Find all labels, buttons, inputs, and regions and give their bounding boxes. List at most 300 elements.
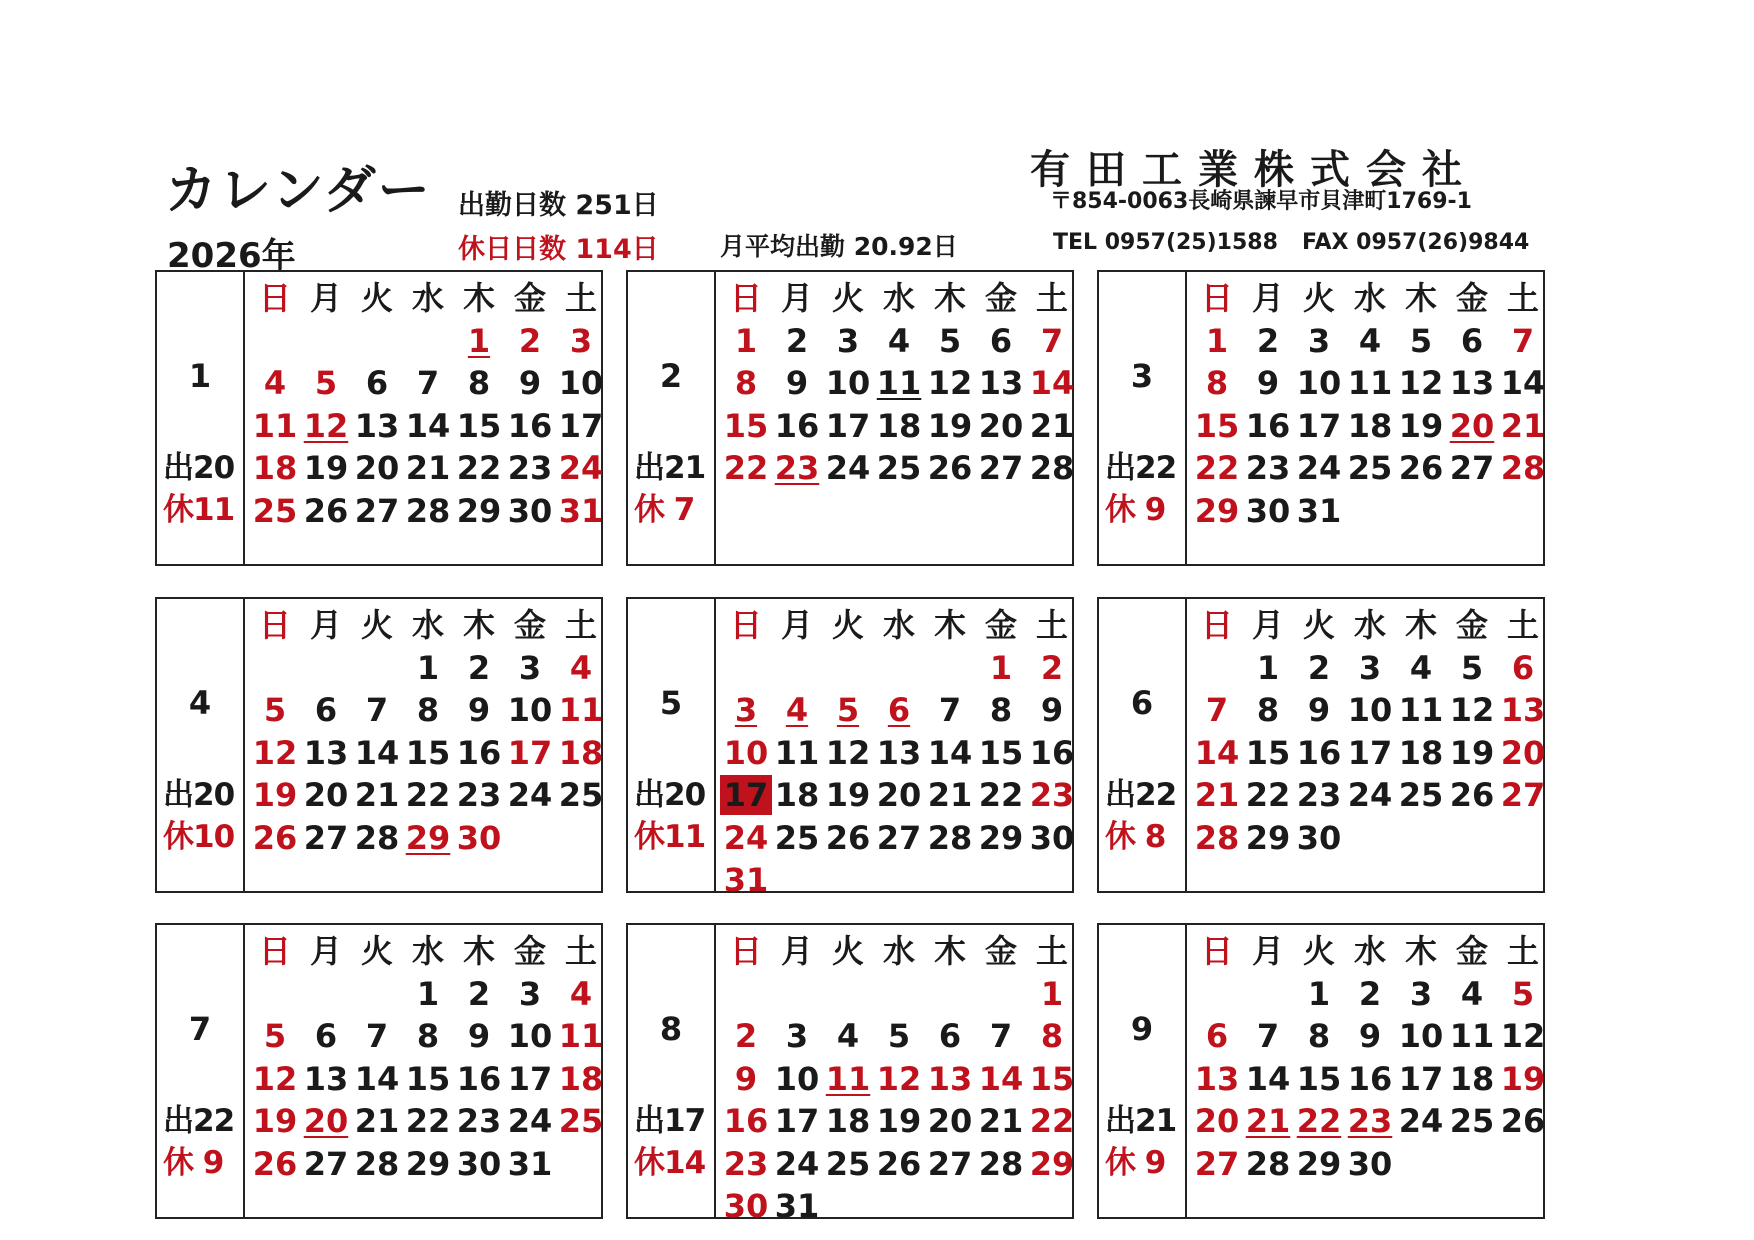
month-block-5 xyxy=(626,597,1075,899)
day-cell: 20 xyxy=(1500,733,1546,772)
day-cell: 28 xyxy=(354,1144,400,1183)
day-cell: 5 xyxy=(1409,321,1433,360)
weekday-header: 水 xyxy=(411,279,444,317)
day-cell: 28 xyxy=(405,491,451,530)
day-cell: 11 xyxy=(876,364,922,402)
day-cell: 29 xyxy=(456,491,502,530)
month-number: 9 xyxy=(1130,1010,1154,1048)
day-cell: 25 xyxy=(558,776,604,814)
day-cell: 12 xyxy=(1398,364,1444,402)
day-cell: 21 xyxy=(978,1102,1024,1140)
month-off-days: 休10 xyxy=(163,819,235,855)
day-cell: 2 xyxy=(1040,648,1064,687)
month-work-days: 出20 xyxy=(634,777,706,813)
day-cell: 24 xyxy=(1398,1102,1444,1140)
day-cell: 20 xyxy=(927,1102,973,1140)
day-cell: 21 xyxy=(354,776,400,814)
weekday-header: 金 xyxy=(984,279,1017,317)
month-divider xyxy=(714,599,716,891)
day-cell: 16 xyxy=(1029,733,1075,772)
month-off-days: 休14 xyxy=(634,1145,706,1181)
weekday-header: 月 xyxy=(780,606,813,644)
day-cell: 1 xyxy=(1307,974,1331,1013)
day-cell: 3 xyxy=(518,974,542,1013)
day-cell: 13 xyxy=(303,1059,349,1098)
day-cell: 3 xyxy=(1307,321,1331,360)
day-cell: 15 xyxy=(1296,1059,1342,1098)
weekday-header: 月 xyxy=(1251,279,1284,317)
monthly-average: 月平均出勤 20.92日 xyxy=(720,232,958,261)
day-cell: 7 xyxy=(416,364,440,402)
month-divider xyxy=(714,272,716,564)
day-cell: 7 xyxy=(1511,321,1535,360)
day-cell: 31 xyxy=(774,1187,820,1225)
weekday-header: 金 xyxy=(513,279,546,317)
day-cell: 22 xyxy=(1194,449,1240,487)
day-cell: 4 xyxy=(887,321,911,360)
month-block-1 xyxy=(155,270,603,566)
month-block-9 xyxy=(1097,923,1545,1219)
day-cell: 2 xyxy=(734,1017,758,1055)
weekday-header: 金 xyxy=(1455,279,1488,317)
company-fax: FAX 0957(26)9844 xyxy=(1302,230,1530,255)
day-cell: 2 xyxy=(518,321,542,360)
day-cell: 24 xyxy=(558,449,604,487)
month-work-days: 出22 xyxy=(1105,777,1177,813)
weekday-header: 月 xyxy=(780,279,813,317)
page-title: カレンダー xyxy=(165,161,432,221)
weekday-header: 水 xyxy=(1353,606,1386,644)
day-cell: 15 xyxy=(405,1059,451,1098)
weekday-header: 水 xyxy=(411,606,444,644)
day-cell: 15 xyxy=(1029,1059,1075,1098)
day-cell: 11 xyxy=(252,406,298,445)
day-cell: 13 xyxy=(927,1059,973,1098)
day-cell: 4 xyxy=(1409,648,1433,687)
day-cell: 15 xyxy=(1194,406,1240,445)
day-cell: 18 xyxy=(825,1102,871,1140)
day-cell: 11 xyxy=(774,733,820,772)
day-cell: 15 xyxy=(723,406,769,445)
day-cell: 31 xyxy=(507,1144,553,1183)
day-cell: 11 xyxy=(825,1059,871,1098)
day-cell: 28 xyxy=(354,818,400,857)
month-work-days: 出21 xyxy=(634,450,706,486)
month-off-days: 休11 xyxy=(634,819,706,855)
day-cell: 30 xyxy=(1347,1144,1393,1183)
day-cell: 17 xyxy=(774,1102,820,1140)
day-cell: 3 xyxy=(836,321,860,360)
weekday-header: 火 xyxy=(831,279,864,317)
day-cell: 31 xyxy=(1296,491,1342,530)
day-cell: 17 xyxy=(507,733,553,772)
month-block-4 xyxy=(155,597,603,893)
day-cell: 5 xyxy=(314,364,338,402)
day-cell: 22 xyxy=(405,1102,451,1140)
day-cell: 20 xyxy=(1449,406,1495,445)
day-cell: 22 xyxy=(405,776,451,814)
weekday-header: 月 xyxy=(309,606,342,644)
day-cell: 9 xyxy=(785,364,809,402)
month-divider xyxy=(1185,925,1187,1217)
day-cell: 27 xyxy=(1194,1144,1240,1183)
day-cell: 4 xyxy=(785,691,809,729)
day-cell: 9 xyxy=(1307,691,1331,729)
day-cell: 6 xyxy=(1511,648,1535,687)
day-cell: 2 xyxy=(1256,321,1280,360)
day-cell: 4 xyxy=(836,1017,860,1055)
day-cell: 9 xyxy=(1256,364,1280,402)
weekday-header: 水 xyxy=(882,279,915,317)
day-cell: 18 xyxy=(1449,1059,1495,1098)
weekday-header: 日 xyxy=(1200,932,1233,970)
weekday-header: 日 xyxy=(729,606,762,644)
company-tel: TEL 0957(25)1588 xyxy=(1053,230,1278,255)
weekday-header: 土 xyxy=(564,606,597,644)
weekday-header: 日 xyxy=(258,932,291,970)
day-cell: 31 xyxy=(558,491,604,530)
day-cell: 28 xyxy=(1500,449,1546,487)
day-cell: 18 xyxy=(1398,733,1444,772)
day-cell: 16 xyxy=(507,406,553,445)
holiday-days-total: 休日日数 114日 xyxy=(458,234,659,265)
month-work-days: 出22 xyxy=(1105,450,1177,486)
day-cell: 3 xyxy=(734,691,758,729)
day-cell: 24 xyxy=(507,776,553,814)
day-cell: 28 xyxy=(1194,818,1240,857)
work-days-total: 出勤日数 251日 xyxy=(458,190,659,221)
month-block-3 xyxy=(1097,270,1545,566)
day-cell: 20 xyxy=(876,776,922,814)
day-cell: 4 xyxy=(569,648,593,687)
day-cell: 19 xyxy=(303,449,349,487)
day-cell: 23 xyxy=(1029,776,1075,814)
day-cell: 5 xyxy=(887,1017,911,1055)
weekday-header: 日 xyxy=(258,279,291,317)
day-cell: 25 xyxy=(1347,449,1393,487)
day-cell: 1 xyxy=(1256,648,1280,687)
day-cell: 8 xyxy=(1040,1017,1064,1055)
day-cell: 21 xyxy=(1245,1102,1291,1140)
day-cell: 1 xyxy=(1040,974,1064,1013)
day-cell: 13 xyxy=(1194,1059,1240,1098)
day-cell: 18 xyxy=(1347,406,1393,445)
day-cell: 25 xyxy=(252,491,298,530)
month-block-6 xyxy=(1097,597,1545,893)
day-cell: 8 xyxy=(989,691,1013,729)
day-cell: 23 xyxy=(1347,1102,1393,1140)
weekday-header: 木 xyxy=(1404,932,1437,970)
month-block-7 xyxy=(155,923,603,1219)
weekday-header: 木 xyxy=(933,606,966,644)
day-cell: 14 xyxy=(354,733,400,772)
day-cell: 19 xyxy=(876,1102,922,1140)
month-number: 8 xyxy=(659,1010,683,1048)
month-off-days: 休 8 xyxy=(1105,819,1166,855)
day-cell: 3 xyxy=(785,1017,809,1055)
weekday-header: 火 xyxy=(831,606,864,644)
day-cell: 12 xyxy=(876,1059,922,1098)
day-cell: 25 xyxy=(1398,776,1444,814)
day-cell: 20 xyxy=(303,776,349,814)
day-cell: 1 xyxy=(989,648,1013,687)
weekday-header: 月 xyxy=(309,932,342,970)
day-cell: 10 xyxy=(507,1017,553,1055)
weekday-header: 土 xyxy=(564,932,597,970)
month-divider xyxy=(243,925,245,1217)
day-cell: 26 xyxy=(303,491,349,530)
day-cell: 13 xyxy=(1500,691,1546,729)
day-cell: 19 xyxy=(1449,733,1495,772)
day-cell: 26 xyxy=(825,818,871,857)
weekday-header: 水 xyxy=(882,606,915,644)
month-number: 6 xyxy=(1130,684,1154,722)
day-cell: 30 xyxy=(1245,491,1291,530)
day-cell: 25 xyxy=(825,1144,871,1183)
day-cell: 10 xyxy=(507,691,553,729)
day-cell: 29 xyxy=(1245,818,1291,857)
weekday-header: 土 xyxy=(1035,932,1068,970)
weekday-header: 火 xyxy=(831,932,864,970)
day-cell: 26 xyxy=(927,449,973,487)
day-cell: 29 xyxy=(978,818,1024,857)
day-cell: 3 xyxy=(1358,648,1382,687)
day-cell: 19 xyxy=(252,1102,298,1140)
weekday-header: 日 xyxy=(1200,606,1233,644)
day-cell: 8 xyxy=(416,1017,440,1055)
company-address: 〒854-0063長崎県諫早市貝津町1769-1 xyxy=(1050,189,1472,214)
day-cell: 28 xyxy=(1029,449,1075,487)
day-cell: 5 xyxy=(263,1017,287,1055)
day-cell: 26 xyxy=(876,1144,922,1183)
month-work-days: 出17 xyxy=(634,1103,706,1139)
weekday-header: 火 xyxy=(360,606,393,644)
day-cell: 10 xyxy=(825,364,871,402)
day-cell: 5 xyxy=(938,321,962,360)
day-cell: 28 xyxy=(978,1144,1024,1183)
day-cell: 19 xyxy=(825,776,871,814)
day-cell: 14 xyxy=(927,733,973,772)
weekday-header: 日 xyxy=(258,606,291,644)
day-cell: 5 xyxy=(1511,974,1535,1013)
day-cell: 24 xyxy=(723,818,769,857)
weekday-header: 火 xyxy=(360,932,393,970)
day-cell: 14 xyxy=(1500,364,1546,402)
weekday-header: 火 xyxy=(1302,279,1335,317)
day-cell: 2 xyxy=(785,321,809,360)
day-cell: 4 xyxy=(263,364,287,402)
month-work-days: 出20 xyxy=(163,777,235,813)
day-cell: 5 xyxy=(1460,648,1484,687)
day-cell: 4 xyxy=(1358,321,1382,360)
day-cell: 22 xyxy=(1029,1102,1075,1140)
day-cell: 7 xyxy=(365,1017,389,1055)
day-cell: 22 xyxy=(723,449,769,487)
day-cell: 4 xyxy=(569,974,593,1013)
day-cell: 15 xyxy=(456,406,502,445)
weekday-header: 月 xyxy=(309,279,342,317)
weekday-header: 火 xyxy=(360,279,393,317)
weekday-header: 木 xyxy=(462,606,495,644)
day-cell: 24 xyxy=(507,1102,553,1140)
day-cell: 8 xyxy=(416,691,440,729)
weekday-header: 土 xyxy=(1506,932,1539,970)
weekday-header: 月 xyxy=(780,932,813,970)
day-cell: 25 xyxy=(558,1102,604,1140)
weekday-header: 金 xyxy=(984,932,1017,970)
day-cell: 1 xyxy=(416,974,440,1013)
day-cell: 6 xyxy=(989,321,1013,360)
day-cell: 11 xyxy=(558,1017,604,1055)
day-cell: 9 xyxy=(1040,691,1064,729)
month-divider xyxy=(243,272,245,564)
month-number: 4 xyxy=(188,684,212,722)
weekday-header: 土 xyxy=(1506,279,1539,317)
day-cell: 2 xyxy=(1307,648,1331,687)
day-cell: 29 xyxy=(405,818,451,857)
month-block-8 xyxy=(626,923,1075,1225)
day-cell: 17 xyxy=(825,406,871,445)
day-cell: 14 xyxy=(1245,1059,1291,1098)
month-off-days: 休 7 xyxy=(634,492,695,528)
day-cell: 15 xyxy=(1245,733,1291,772)
weekday-header: 金 xyxy=(1455,932,1488,970)
day-cell: 8 xyxy=(734,364,758,402)
day-cell: 18 xyxy=(558,1059,604,1098)
month-work-days: 出21 xyxy=(1105,1103,1177,1139)
month-number: 5 xyxy=(659,684,683,722)
day-cell: 12 xyxy=(1449,691,1495,729)
day-cell: 25 xyxy=(774,818,820,857)
day-cell: 6 xyxy=(887,691,911,729)
day-cell: 11 xyxy=(1347,364,1393,402)
day-cell: 20 xyxy=(1194,1102,1240,1140)
day-cell: 12 xyxy=(927,364,973,402)
weekday-header: 火 xyxy=(1302,932,1335,970)
day-cell: 20 xyxy=(354,449,400,487)
weekday-header: 日 xyxy=(729,932,762,970)
day-cell: 26 xyxy=(1398,449,1444,487)
day-cell: 1 xyxy=(467,321,491,360)
day-cell: 14 xyxy=(978,1059,1024,1098)
weekday-header: 月 xyxy=(1251,606,1284,644)
day-cell: 2 xyxy=(1358,974,1382,1013)
day-cell: 13 xyxy=(876,733,922,772)
day-cell: 1 xyxy=(416,648,440,687)
day-cell: 21 xyxy=(927,776,973,814)
day-cell: 9 xyxy=(1358,1017,1382,1055)
day-cell: 7 xyxy=(938,691,962,729)
day-cell: 25 xyxy=(876,449,922,487)
day-cell: 13 xyxy=(354,406,400,445)
day-cell: 11 xyxy=(558,691,604,729)
weekday-header: 水 xyxy=(1353,279,1386,317)
day-cell: 7 xyxy=(1040,321,1064,360)
day-cell: 12 xyxy=(252,733,298,772)
day-cell: 23 xyxy=(507,449,553,487)
day-cell: 2 xyxy=(467,974,491,1013)
weekday-header: 土 xyxy=(1035,279,1068,317)
day-cell: 19 xyxy=(1398,406,1444,445)
weekday-header: 木 xyxy=(933,279,966,317)
day-cell: 30 xyxy=(507,491,553,530)
day-cell: 16 xyxy=(1347,1059,1393,1098)
day-cell: 30 xyxy=(1029,818,1075,857)
day-cell: 24 xyxy=(825,449,871,487)
weekday-header: 木 xyxy=(462,932,495,970)
weekday-header: 日 xyxy=(729,279,762,317)
day-cell: 10 xyxy=(558,364,604,402)
day-cell: 14 xyxy=(1029,364,1075,402)
month-number: 1 xyxy=(188,357,212,395)
weekday-header: 土 xyxy=(1506,606,1539,644)
month-divider xyxy=(1185,599,1187,891)
day-cell: 30 xyxy=(456,1144,502,1183)
day-cell: 27 xyxy=(876,818,922,857)
weekday-header: 土 xyxy=(564,279,597,317)
day-cell: 31 xyxy=(723,861,769,899)
day-cell: 7 xyxy=(365,691,389,729)
day-cell: 15 xyxy=(405,733,451,772)
day-cell: 27 xyxy=(978,449,1024,487)
weekday-header: 木 xyxy=(933,932,966,970)
day-cell: 23 xyxy=(456,1102,502,1140)
month-off-days: 休 9 xyxy=(1105,492,1166,528)
day-cell: 12 xyxy=(825,733,871,772)
day-cell: 30 xyxy=(456,818,502,857)
day-cell: 21 xyxy=(1194,776,1240,814)
weekday-header: 金 xyxy=(513,932,546,970)
weekday-header: 水 xyxy=(1353,932,1386,970)
weekday-header: 木 xyxy=(1404,606,1437,644)
day-cell: 14 xyxy=(405,406,451,445)
day-cell: 27 xyxy=(303,818,349,857)
day-cell: 3 xyxy=(518,648,542,687)
day-cell: 3 xyxy=(1409,974,1433,1013)
day-cell: 9 xyxy=(734,1059,758,1098)
month-off-days: 休 9 xyxy=(1105,1145,1166,1181)
weekday-header: 金 xyxy=(513,606,546,644)
day-cell: 10 xyxy=(723,733,769,772)
day-cell: 12 xyxy=(252,1059,298,1098)
day-cell: 10 xyxy=(774,1059,820,1098)
day-cell: 13 xyxy=(978,364,1024,402)
day-cell: 23 xyxy=(774,449,820,487)
day-cell: 26 xyxy=(252,818,298,857)
day-cell: 5 xyxy=(836,691,860,729)
day-cell: 14 xyxy=(354,1059,400,1098)
day-cell: 16 xyxy=(1245,406,1291,445)
day-cell: 6 xyxy=(1460,321,1484,360)
weekday-header: 火 xyxy=(1302,606,1335,644)
day-cell: 10 xyxy=(1398,1017,1444,1055)
day-cell: 26 xyxy=(1500,1102,1546,1140)
day-cell: 11 xyxy=(1398,691,1444,729)
day-cell: 17 xyxy=(1398,1059,1444,1098)
day-cell: 16 xyxy=(1296,733,1342,772)
month-block-2 xyxy=(626,270,1074,566)
day-cell: 13 xyxy=(303,733,349,772)
day-cell: 21 xyxy=(405,449,451,487)
day-cell: 1 xyxy=(734,321,758,360)
day-cell: 6 xyxy=(365,364,389,402)
day-cell: 17 xyxy=(507,1059,553,1098)
day-cell: 16 xyxy=(456,1059,502,1098)
day-cell: 19 xyxy=(252,776,298,814)
day-cell: 18 xyxy=(774,776,820,814)
day-cell: 9 xyxy=(467,691,491,729)
day-cell: 4 xyxy=(1460,974,1484,1013)
